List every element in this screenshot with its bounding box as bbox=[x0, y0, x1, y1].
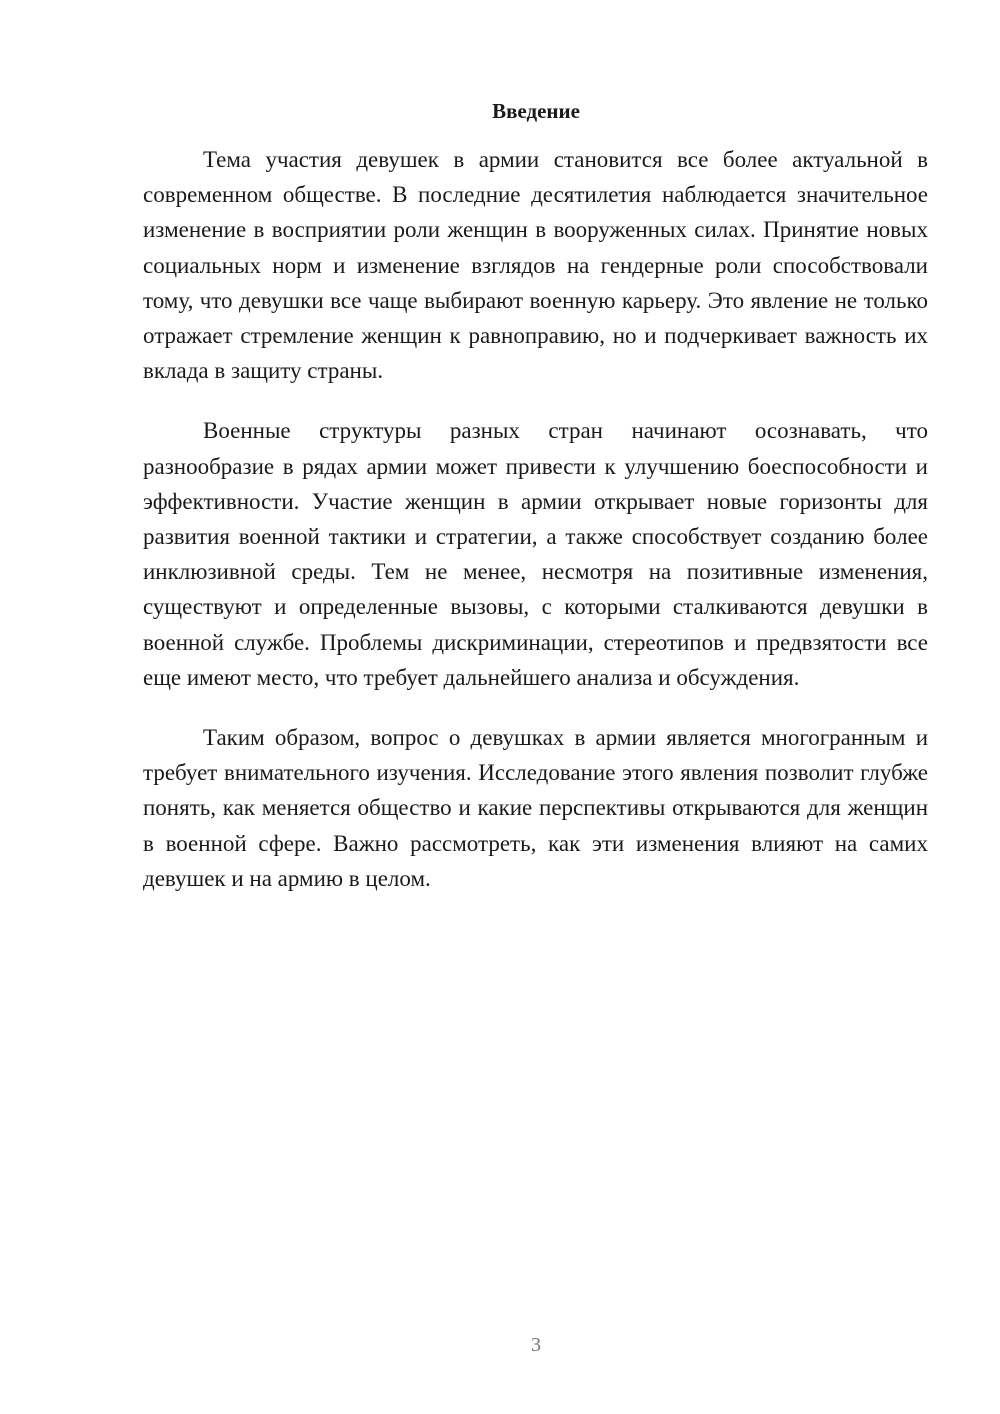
page-number: 3 bbox=[531, 1334, 541, 1356]
paragraph-2: Военные структуры разных стран начинают осознавать, что разнообразие в рядах армии может привести к улучшению боеспособности и эффективности. Участие женщин в армии открывает новые горизонты для развития военной тактики и стратегии, а также способствует созданию более инклюзивной среды. Тем не менее, несмотря на позитивные изменения, существуют и определенные вызовы, с которыми сталкиваются девушки в военной службе. Проблемы дискриминации, стереотипов и предвзятости все еще имеют место, что требует дальнейшего анализа и обсуждения. bbox=[143, 418, 928, 690]
paragraph-3: Таким образом, вопрос о девушках в армии является многогранным и требует внимательного изучения. Исследование этого явления позволит глубже понять, как меняется общество и какие перспективы открываются для женщин в военной сфере. Важно рассмотреть, как эти изменения влияют на самих девушек и на армию в целом. bbox=[143, 725, 928, 891]
section-title: Введение bbox=[492, 99, 580, 123]
body-text bbox=[143, 142, 928, 921]
paragraph-1: Тема участия девушек в армии становится все более актуальной в современном обществе. В последние десятилетия наблюдается значительное изменение в восприятии роли женщин в вооруженных силах. Принятие новых социальных норм и изменение взглядов на гендерные роли способствовали тому, что девушки все чаще выбирают военную карьеру. Это явление не только отражает стремление женщин к равноправию, но и подчеркивает важность их вклада в защиту страны. bbox=[143, 147, 928, 384]
